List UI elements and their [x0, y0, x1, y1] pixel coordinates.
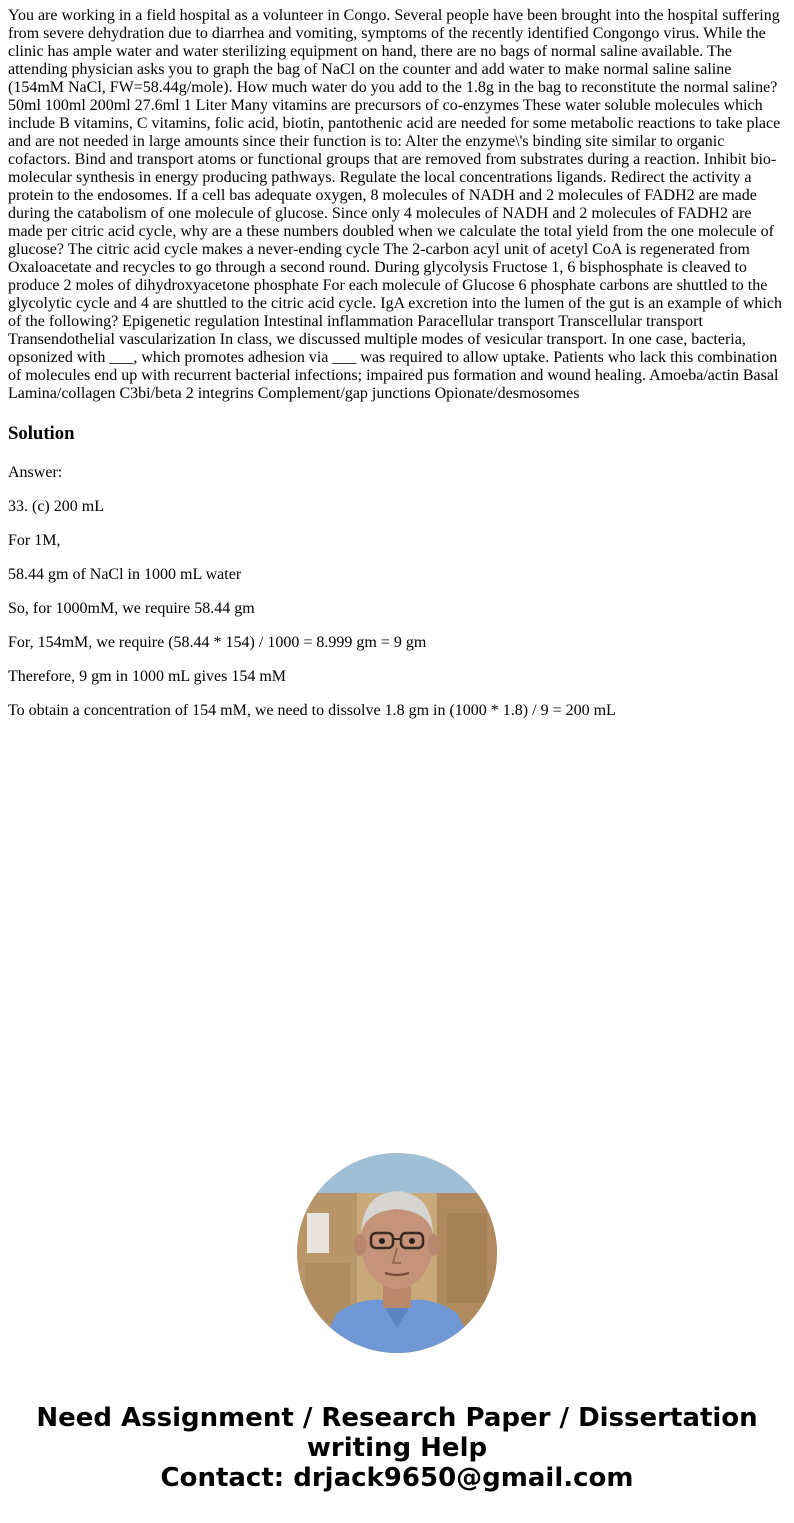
promo-line: writing Help [306, 1433, 488, 1463]
solution-heading: Solution [8, 423, 75, 444]
solution-line: For 1M, [8, 532, 61, 549]
promo-banner [0, 1403, 794, 1493]
solution-line: For, 154mM, we require (58.44 * 154) / 1000 = 8.999 gm = 9 gm [8, 634, 427, 651]
solution-line: 58.44 gm of NaCl in 1000 mL water [8, 566, 242, 583]
avatar-photo [297, 1153, 497, 1353]
solution-line: Therefore, 9 gm in 1000 mL gives 154 mM [8, 668, 287, 685]
main-content [8, 7, 784, 720]
question-text: You are working in a field hospital as a volunteer in Congo. Several people have been brought into the hospital suffering from severe dehydration due to diarrhea and vomiting, symptoms of the recently identified Congongo virus. While the clinic has ample water and water sterilizing equipment on hand, there are no bags of normal saline available. The attending physician asks you to graph the bag of NaCl on the counter and add water to make normal saline saline (154mM NaCl, FW=58.44g/mole). How much water do you add to the 1.8g in the bag to reconstitute the normal saline? 50ml 100ml 200ml 27.6ml 1 Liter Many vitamins are precursors of co-enzymes These water soluble molecules which include B vitamins, C vitamins, folic acid, biotin, pantothenic acid are needed for some metabolic reactions to take place and are not needed in large amounts since their function is to: Alter the enzyme\'s binding site similar to organic cofactors. Bind and transport atoms or functional groups that are removed from substrates during a reaction. Inhibit bio-molecular synthesis in energy producing pathways. Regulate the local concentrations ligands. Redirect the activity a protein to the endosomes. If a cell bas adequate oxygen, 8 molecules of NADH and 2 molecules of FADH2 are made during the catabolism of one molecule of glucose. Since only 4 molecules of NADH and 2 molecules of FADH2 are made per citric acid cycle, why are a these numbers doubled when we calculate the total yield from the one molecule of glucose? The citric acid cycle makes a never-ending cycle The 2-carbon acyl unit of acetyl CoA is regenerated from Oxaloacetate and recycles to go through a second round. During glycolysis Fructose 1, 6 bisphosphate is cleaved to produce 2 moles of dihydroxyacetone phosphate For each molecule of Glucose 6 phosphate carbons are shuttled to the glycolytic cycle and 4 are shuttled to the citric acid cycle. IgA excretion into the lumen of the gut is an example of which of the following? Epigenetic regulation Intestinal inflammation Paracellular transport Transcellular transport Transendothelial vascularization In class, we discussed multiple modes of vesicular transport. In one case, bacteria, opsonized with ___, which promotes adhesion via ___ was required to allow uptake. Patients who lack this combination of molecules end up with recurrent bacterial infections; impaired pus formation and wound healing. Amoeba/actin Basal Lamina/collagen C3bi/beta 2 integrins Complement/gap junctions Opionate/desmosomes [8, 7, 782, 402]
solution-line: So, for 1000mM, we require 58.44 gm [8, 600, 255, 617]
promo-line: Need Assignment / Research Paper / Dissertation [36, 1403, 758, 1433]
promo-contact: Contact: drjack9650@gmail.com [160, 1463, 634, 1493]
answer-label: Answer: [8, 464, 63, 481]
tutor-avatar [297, 1153, 497, 1353]
solution-line: To obtain a concentration of 154 mM, we need to dissolve 1.8 gm in (1000 * 1.8) / 9 = 200 mL [8, 702, 616, 719]
answer-choice: 33. (c) 200 mL [8, 498, 104, 515]
